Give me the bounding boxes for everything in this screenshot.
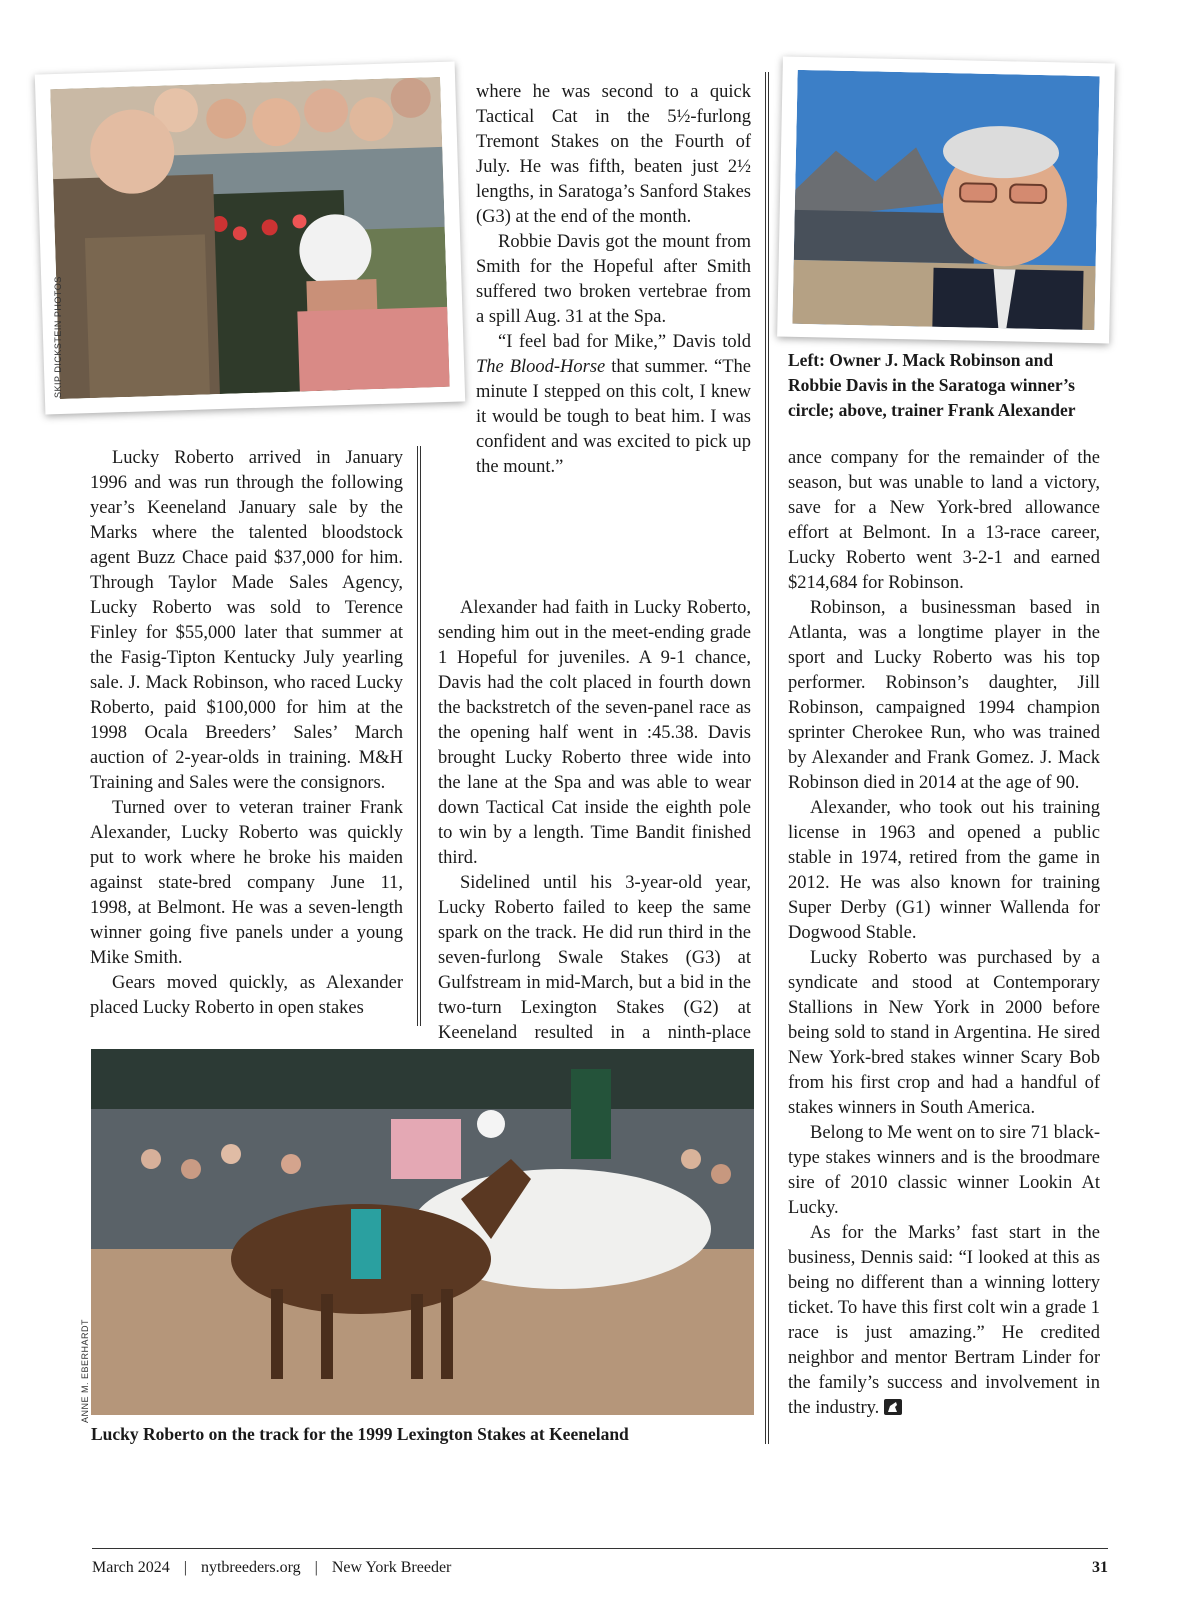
- photo-credit-anne-eberhardt: ANNE M. EBERHARDT: [80, 1318, 90, 1423]
- column-3-paragraph: Alexander, who took out his training license in 1963 and opened a public stable in 1974, retired from the game in 2012. He was also known for training Super Derby (G1) winner Wallenda for Dogwood Stable.: [788, 798, 1100, 943]
- photo-winners-circle-frame: [35, 61, 465, 414]
- article-column-2-top: [476, 80, 751, 480]
- article-column-3: [788, 446, 1100, 1421]
- photo-winners-circle: [50, 77, 450, 399]
- column-2-paragraph: Alexander had faith in Lucky Roberto, sending him out in the meet-ending grade 1 Hopeful for juveniles. A 9-1 chance, Davis had the colt placed in fourth down the backstretch of the seven-panel race as the opening half went in :45.38. Davis brought Lucky Roberto three wide into the lane at the Spa and was able to wear down Tactical Cat inside the eighth pole to win by a length. Time Bandit finished third.: [438, 598, 751, 868]
- column-divider-2: [765, 72, 769, 1444]
- photo-trainer: [792, 70, 1099, 330]
- winners-circle-image: [50, 77, 450, 399]
- column-1-paragraph: Gears moved quickly, as Alexander placed Lucky Roberto in open stakes: [90, 973, 403, 1018]
- column-3-paragraph: ance company for the remainder of the season, but was unable to land a victory, save for a New York-bred allowance effort at Belmont. In a 13-race career, Lucky Roberto went 3-2-1 and earned $214,684 for Robinson.: [788, 448, 1100, 593]
- photo-credit-skip-dickstein: SKIP DICKSTEIN PHOTOS: [53, 276, 63, 398]
- column-2-paragraph: Sidelined until his 3-year-old year, Lucky Roberto failed to keep the same spark on the track. He did run third in the seven-furlong Swale Stakes (G3) at Gulfstream in mid-March, but a bid in the two-turn Lexington Stakes (G2) at Keeneland resulted in a ninth-place: [438, 873, 751, 1043]
- caption-bottom-photo: Lucky Roberto on the track for the 1999 Lexington Stakes at Keeneland: [91, 1424, 629, 1444]
- trainer-portrait-image: [792, 70, 1099, 330]
- column-divider-1: [417, 446, 421, 1026]
- photo-lexington-stakes: [91, 1049, 754, 1415]
- quote-text: that summer. “The minute I stepped on this colt, I knew it would be tough to beat him. I was confident and was excited to pick up the mount.”: [476, 357, 751, 477]
- column-3-paragraph: Robinson, a businessman based in Atlanta, was a longtime player in the sport and Lucky Roberto was his top performer. Robinson’s daughter, Jill Robinson, campaigned 1994 champion sprinter Cherokee Run, who was trained by Alexander and Frank Gomez. J. Mack Robinson died in 2014 at the age of 90.: [788, 598, 1100, 793]
- page-footer: [92, 1548, 1108, 1577]
- column-2-paragraph: Robbie Davis got the mount from Smith for the Hopeful after Smith suffered two broken vertebrae from a spill Aug. 31 at the Spa.: [476, 232, 751, 327]
- footer-separator: |: [314, 1559, 318, 1576]
- end-mark-horse-icon: [884, 1399, 902, 1415]
- article-column-1: [90, 446, 403, 1021]
- column-2-paragraph: where he was second to a quick Tactical Cat in the 5½-furlong Tremont Stakes on the Fourth of July. He was fifth, beaten just 2½ lengths, in Saratoga’s Sanford Stakes (G3) at the end of the month.: [476, 82, 751, 227]
- quote-text: “I feel bad for Mike,” Davis told: [498, 332, 751, 352]
- column-1-paragraph: Turned over to veteran trainer Frank Alexander, Lucky Roberto was quickly put to work where he broke his maiden against state-bred company June 11, 1998, at Belmont. He was a seven-length winner going five panels under a young Mike Smith.: [90, 798, 403, 968]
- column-2-quote-paragraph: [476, 330, 751, 480]
- lexington-track-image: [91, 1049, 754, 1415]
- column-3-paragraph: [788, 1221, 1100, 1421]
- page-number: 31: [1092, 1559, 1108, 1576]
- footer-date: March 2024: [92, 1559, 170, 1576]
- caption-top-right: Left: Owner J. Mack Robinson and Robbie Davis in the Saratoga winner’s circle; above, trainer Frank Alexander: [788, 350, 1076, 420]
- footer-separator: |: [183, 1559, 187, 1576]
- column-3-paragraph: Belong to Me went on to sire 71 black-type stakes winners and is the broodmare sire of 2010 classic winner Lookin At Lucky.: [788, 1123, 1100, 1218]
- closing-paragraph-text: As for the Marks’ fast start in the business, Dennis said: “I looked at this as being no different than a winning lottery ticket. To have this first colt win a grade 1 race is just amazing.” He credited neighbor and mentor Bertram Linder for the family’s success and involvement in the industry.: [788, 1223, 1100, 1418]
- footer-site[interactable]: nytbreeders.org: [200, 1559, 301, 1576]
- photo-trainer-frame: [777, 57, 1115, 344]
- column-3-paragraph: Lucky Roberto was purchased by a syndicate and stood at Contemporary Stallions in New York in 2000 before being sold to stand in Argentina. He sired New York-bred stakes winner Scary Bob from his first crop and had a handful of stakes winners in South America.: [788, 948, 1100, 1118]
- footer-publication: New York Breeder: [331, 1559, 452, 1576]
- column-1-paragraph: Lucky Roberto arrived in January 1996 and was run through the following year’s Keeneland January sale by the Marks where the talented bloodstock agent Buzz Chace paid $37,000 for him. Through Taylor Made Sales Agency, Lucky Roberto was sold to Terence Finley for $55,000 later that summer at the Fasig-Tipton Kentucky July yearling sale. J. Mack Robinson, who raced Lucky Roberto, paid $100,000 for him at the 1998 Ocala Breeders’ Sales’ March auction of 2-year-olds in training. M&H Training and Sales were the consignors.: [90, 448, 403, 793]
- footer-left: [92, 1559, 451, 1577]
- publication-name: The Blood-Horse: [476, 357, 606, 377]
